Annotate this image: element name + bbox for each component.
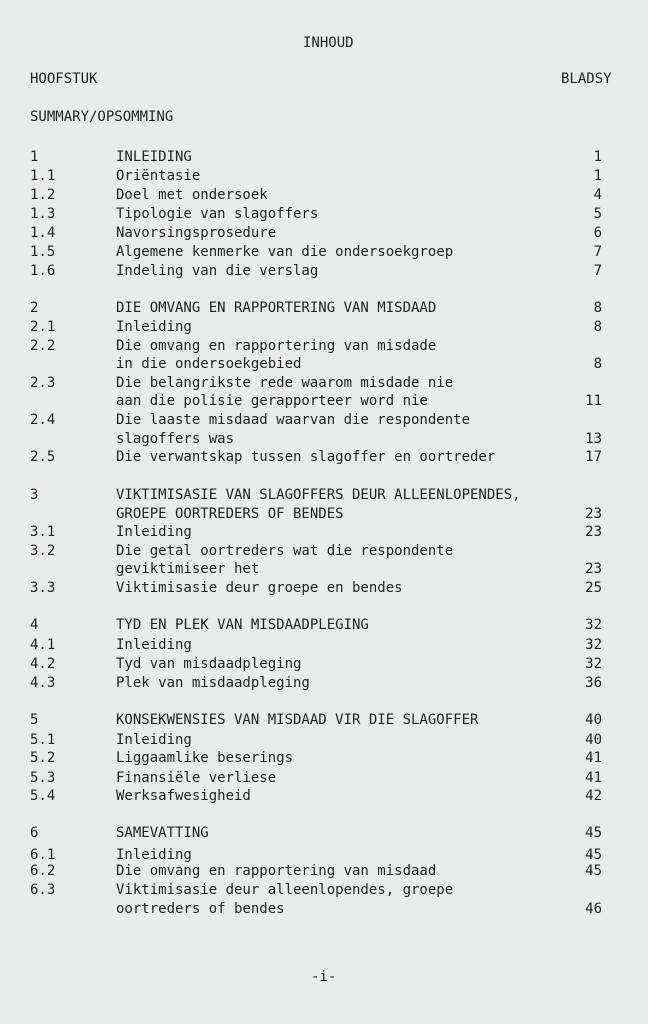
toc-row — [0, 655, 648, 673]
toc-page-number: 32 — [585, 656, 602, 672]
toc-section-number: 2.3 — [30, 375, 56, 391]
toc-section-number: 1.5 — [30, 244, 56, 260]
toc-section-title: Navorsingsprosedure — [116, 225, 277, 241]
toc-section-number: 6.2 — [30, 863, 56, 879]
toc-section-title: Inleiding — [116, 637, 192, 653]
toc-row — [0, 616, 648, 634]
toc-section-title: Die verwantskap tussen slagoffer en oortreder — [116, 449, 496, 465]
toc-row — [0, 787, 648, 805]
toc-page-number: 6 — [593, 225, 602, 241]
toc-page-number: 45 — [585, 863, 602, 879]
toc-section-number: 2.2 — [30, 338, 56, 354]
toc-page-number: 8 — [593, 356, 602, 372]
toc-page-number: 4 — [593, 187, 602, 203]
toc-section-title: Algemene kenmerke van die ondersoekgroep — [116, 244, 454, 260]
toc-page-number: 46 — [585, 901, 602, 917]
toc-section-number: 6.3 — [30, 882, 56, 898]
toc-page-number: 40 — [585, 732, 602, 748]
toc-section-number: 5.3 — [30, 770, 56, 786]
toc-section-number: 1.2 — [30, 187, 56, 203]
toc-page-number: 23 — [585, 524, 602, 540]
toc-section-number: 5.1 — [30, 732, 56, 748]
toc-section-title: Die belangrikste rede waarom misdade nie — [116, 375, 454, 391]
toc-section-number: 5 — [30, 712, 39, 728]
toc-row — [0, 148, 648, 166]
toc-row — [0, 769, 648, 787]
toc-row — [0, 862, 648, 880]
toc-row — [0, 824, 648, 842]
toc-section-title: VIKTIMISASIE VAN SLAGOFFERS DEUR ALLEENLOPENDES, — [116, 487, 521, 503]
toc-section-title: Die omvang en rapportering van misdaad — [116, 863, 437, 879]
toc-section-number: 3 — [30, 487, 39, 503]
toc-page-number: 36 — [585, 675, 602, 691]
toc-section-number: 4 — [30, 617, 39, 633]
toc-section-number: 1.3 — [30, 206, 56, 222]
toc-row — [0, 224, 648, 242]
toc-section-number: 1.1 — [30, 168, 56, 184]
toc-section-title: Viktimisasie deur alleenlopendes, groepe — [116, 882, 454, 898]
toc-section-title: SAMEVATTING — [116, 825, 209, 841]
toc-section-number: 5.4 — [30, 788, 56, 804]
toc-section-title: TYD EN PLEK VAN MISDAADPLEGING — [116, 617, 369, 633]
toc-section-number: 1.6 — [30, 263, 56, 279]
toc-section-title: Tyd van misdaadpleging — [116, 656, 302, 672]
toc-row — [0, 299, 648, 317]
toc-page-number: 1 — [593, 168, 602, 184]
page-title: INHOUD — [303, 35, 354, 51]
toc-row — [0, 731, 648, 749]
toc-row — [0, 579, 648, 597]
summary-entry: SUMMARY/OPSOMMING — [30, 109, 174, 125]
toc-section-title: Inleiding — [116, 847, 192, 863]
toc-row — [0, 711, 648, 729]
toc-section-title: in die ondersoekgebied — [116, 356, 302, 372]
toc-section-title: GROEPE OORTREDERS OF BENDES — [116, 506, 344, 522]
toc-row — [0, 542, 648, 560]
toc-section-number: 1 — [30, 149, 39, 165]
toc-row — [0, 167, 648, 185]
toc-section-title: oortreders of bendes — [116, 901, 285, 917]
toc-section-number: 3.1 — [30, 524, 56, 540]
toc-section-number: 3.2 — [30, 543, 56, 559]
toc-section-title: Viktimisasie deur groepe en bendes — [116, 580, 403, 596]
toc-row — [0, 186, 648, 204]
toc-row — [0, 318, 648, 336]
toc-page-number: 8 — [593, 319, 602, 335]
toc-page-number: 7 — [593, 263, 602, 279]
column-header-chapter: HOOFSTUK — [30, 71, 98, 87]
toc-row — [0, 262, 648, 280]
toc-section-number: 3.3 — [30, 580, 56, 596]
toc-section-title: Doel met ondersoek — [116, 187, 268, 203]
toc-section-number: 4.2 — [30, 656, 56, 672]
toc-row — [0, 337, 648, 355]
toc-page-number: 41 — [585, 770, 602, 786]
toc-page-number: 8 — [593, 300, 602, 316]
toc-section-title: Plek van misdaadpleging — [116, 675, 310, 691]
toc-row — [0, 749, 648, 767]
toc-section-number: 2.4 — [30, 412, 56, 428]
toc-section-number: 1.4 — [30, 225, 56, 241]
toc-page-number: 32 — [585, 637, 602, 653]
toc-page-number: 1 — [593, 149, 602, 165]
toc-page-number: 23 — [585, 506, 602, 522]
toc-section-title: DIE OMVANG EN RAPPORTERING VAN MISDAAD — [116, 300, 437, 316]
toc-section-title: Die omvang en rapportering van misdade — [116, 338, 437, 354]
toc-page-number: 11 — [585, 393, 602, 409]
toc-page-number: 40 — [585, 712, 602, 728]
toc-section-title: slagoffers was — [116, 431, 235, 447]
toc-row — [0, 636, 648, 654]
toc-page-number: 13 — [585, 431, 602, 447]
toc-section-title: geviktimiseer het — [116, 561, 260, 577]
toc-row — [0, 374, 648, 392]
toc-row — [0, 560, 648, 578]
toc-row — [0, 205, 648, 223]
toc-page-number: 42 — [585, 788, 602, 804]
toc-page-number: 25 — [585, 580, 602, 596]
toc-page-number: 45 — [585, 847, 602, 863]
toc-section-number: 5.2 — [30, 750, 56, 766]
page-number-footer: -i- — [311, 969, 337, 985]
toc-row — [0, 448, 648, 466]
toc-page-number: 5 — [593, 206, 602, 222]
toc-section-title: Inleiding — [116, 319, 192, 335]
toc-section-number: 6 — [30, 825, 39, 841]
toc-row — [0, 881, 648, 899]
toc-section-number: 2 — [30, 300, 39, 316]
toc-section-title: Indeling van die verslag — [116, 263, 319, 279]
toc-section-title: aan die polisie gerapporteer word nie — [116, 393, 428, 409]
column-header-page: BLADSY — [561, 71, 612, 87]
toc-section-title: Finansiële verliese — [116, 770, 277, 786]
toc-section-number: 2.1 — [30, 319, 56, 335]
toc-section-title: Tipologie van slagoffers — [116, 206, 319, 222]
toc-section-title: Liggaamlike beserings — [116, 750, 294, 766]
toc-page-number: 45 — [585, 825, 602, 841]
toc-section-title: Die getal oortreders wat die respondente — [116, 543, 454, 559]
toc-row — [0, 430, 648, 448]
toc-row — [0, 243, 648, 261]
toc-row — [0, 674, 648, 692]
toc-section-title: Inleiding — [116, 732, 192, 748]
toc-section-title: Oriëntasie — [116, 168, 201, 184]
toc-section-title: Werksafwesigheid — [116, 788, 251, 804]
toc-page-number: 7 — [593, 244, 602, 260]
toc-page-number: 23 — [585, 561, 602, 577]
toc-page-number: 41 — [585, 750, 602, 766]
toc-row — [0, 411, 648, 429]
toc-section-title: Die laaste misdaad waarvan die respondente — [116, 412, 471, 428]
toc-row — [0, 523, 648, 541]
toc-row — [0, 486, 648, 504]
toc-row — [0, 355, 648, 373]
toc-section-number: 4.1 — [30, 637, 56, 653]
toc-page-number: 17 — [585, 449, 602, 465]
toc-section-title: INLEIDING — [116, 149, 192, 165]
toc-row — [0, 392, 648, 410]
toc-page-number: 32 — [585, 617, 602, 633]
toc-section-title: Inleiding — [116, 524, 192, 540]
toc-row — [0, 505, 648, 523]
toc-section-number: 2.5 — [30, 449, 56, 465]
toc-section-number: 4.3 — [30, 675, 56, 691]
toc-section-title: KONSEKWENSIES VAN MISDAAD VIR DIE SLAGOFFER — [116, 712, 479, 728]
toc-section-number: 6.1 — [30, 847, 56, 863]
toc-row — [0, 900, 648, 918]
